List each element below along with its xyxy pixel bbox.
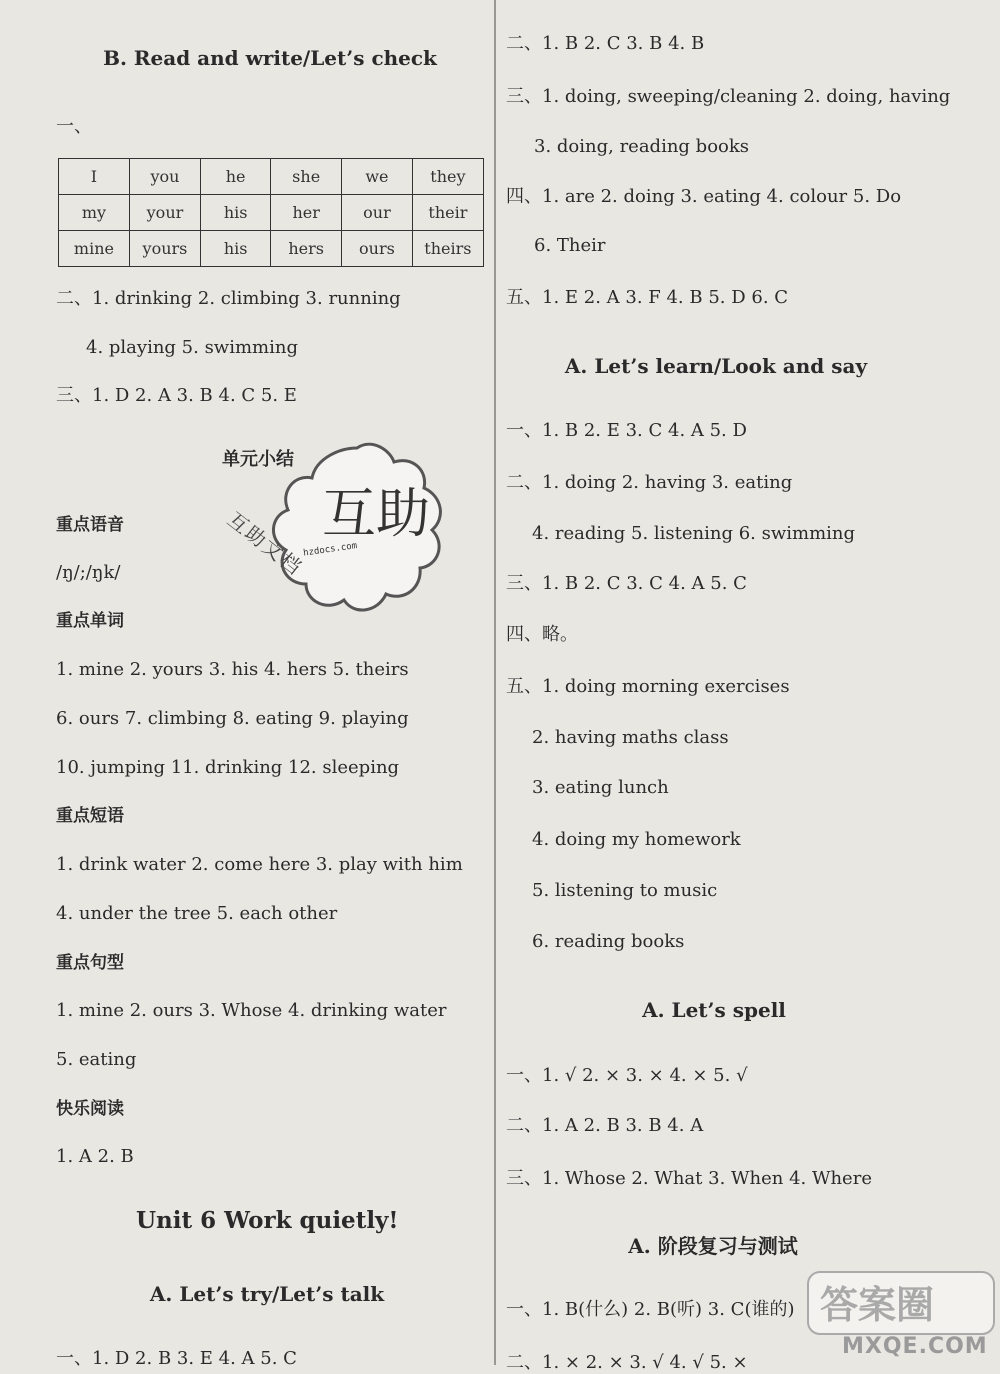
learn-q5-line6: 6. reading books: [532, 931, 685, 952]
table-cell: you: [129, 159, 200, 195]
stamp-sub-text: 互助文档: [223, 507, 308, 581]
spell-q3: 三、1. Whose 2. What 3. When 4. Where: [506, 1168, 872, 1189]
review-q2: 二、1. × 2. × 3. √ 4. √ 5. ×: [506, 1352, 748, 1373]
learn-q1: 一、1. B 2. E 3. C 4. A 5. D: [506, 420, 747, 441]
table-cell: his: [201, 231, 271, 267]
summary-title: 单元小结: [222, 449, 294, 470]
column-divider: [494, 0, 496, 1365]
right-q5: 五、1. E 2. A 3. F 4. B 5. D 6. C: [506, 287, 789, 308]
learn-q5-line4: 4. doing my homework: [532, 829, 741, 850]
words-line3: 10. jumping 11. drinking 12. sleeping: [56, 757, 400, 778]
table-cell: yours: [129, 231, 200, 267]
right-q2: 二、1. B 2. C 3. B 4. B: [506, 33, 705, 54]
q1-label: 一、: [56, 116, 92, 137]
q2-line2: 4. playing 5. swimming: [86, 337, 298, 358]
spell-q1: 一、1. √ 2. × 3. × 4. × 5. √: [506, 1065, 748, 1086]
review-q1: 一、1. B(什么) 2. B(听) 3. C(谁的): [506, 1299, 795, 1320]
phrases-title: 重点短语: [56, 806, 124, 826]
pron-title: 重点语音: [56, 515, 124, 535]
sentences-line2: 5. eating: [56, 1049, 137, 1070]
try-talk-title: A. Let’s try/Let’s talk: [149, 1282, 385, 1306]
reading-title: 快乐阅读: [56, 1099, 124, 1119]
learn-q2-line2: 4. reading 5. listening 6. swimming: [532, 523, 856, 544]
pron-value: /ŋ/;/ŋk/: [56, 562, 121, 583]
watermark-url: MXQE.COM: [842, 1334, 988, 1359]
q2-line1: 二、1. drinking 2. climbing 3. running: [56, 288, 401, 309]
table-cell: his: [201, 195, 271, 231]
learn-q5-line3: 3. eating lunch: [532, 777, 669, 798]
sentences-title: 重点句型: [56, 953, 124, 973]
table-cell: our: [342, 195, 413, 231]
right-q4-line2: 6. Their: [534, 235, 606, 256]
unit-title: Unit 6 Work quietly!: [136, 1207, 399, 1234]
watermark-icon-text: 答案圈: [820, 1283, 935, 1327]
table-cell: he: [201, 159, 271, 195]
learn-q3: 三、1. B 2. C 3. C 4. A 5. C: [506, 573, 747, 594]
table-row: [59, 159, 484, 195]
table-cell: she: [271, 159, 342, 195]
table-cell: their: [412, 195, 483, 231]
learn-q2-line1: 二、1. doing 2. having 3. eating: [506, 472, 793, 493]
spell-q2: 二、1. A 2. B 3. B 4. A: [506, 1115, 704, 1136]
section-b-title: B. Read and write/Let’s check: [103, 46, 437, 70]
pronoun-table: [58, 158, 484, 267]
stamp-main-text: 互助: [322, 482, 430, 545]
learn-q5-line5: 5. listening to music: [532, 880, 718, 901]
table-cell: your: [129, 195, 200, 231]
try-talk-line1: 一、1. D 2. B 3. E 4. A 5. C: [56, 1348, 297, 1369]
phrases-line1: 1. drink water 2. come here 3. play with him: [56, 854, 463, 875]
words-title: 重点单词: [56, 611, 124, 631]
right-q3-line1: 三、1. doing, sweeping/cleaning 2. doing, having: [506, 86, 951, 107]
learn-title: A. Let’s learn/Look and say: [564, 354, 868, 378]
table-cell: mine: [59, 231, 130, 267]
table-cell: hers: [271, 231, 342, 267]
q3-line1: 三、1. D 2. A 3. B 4. C 5. E: [56, 385, 297, 406]
learn-q5-line2: 2. having maths class: [532, 727, 729, 748]
spell-title: A. Let’s spell: [642, 998, 786, 1022]
table-cell: I: [59, 159, 130, 195]
stamp-seal-icon: [262, 440, 452, 615]
sentences-line1: 1. mine 2. ours 3. Whose 4. drinking water: [56, 1000, 447, 1021]
table-cell: her: [271, 195, 342, 231]
table-cell: they: [412, 159, 483, 195]
table-cell: ours: [342, 231, 413, 267]
table-cell: we: [342, 159, 413, 195]
right-q4-line1: 四、1. are 2. doing 3. eating 4. colour 5. Do: [506, 186, 902, 207]
right-q3-line2: 3. doing, reading books: [534, 136, 750, 157]
table-cell: theirs: [412, 231, 483, 267]
words-line1: 1. mine 2. yours 3. his 4. hers 5. theirs: [56, 659, 409, 680]
phrases-line2: 4. under the tree 5. each other: [56, 903, 338, 924]
table-row: [59, 195, 484, 231]
reading-line1: 1. A 2. B: [56, 1146, 134, 1167]
stamp-url-text: hzdocs.com: [302, 541, 358, 559]
table-row: [59, 231, 484, 267]
learn-q4: 四、略。: [506, 624, 578, 645]
review-title: A. 阶段复习与测试: [628, 1234, 798, 1258]
learn-q5-line1: 五、1. doing morning exercises: [506, 676, 790, 697]
table-cell: my: [59, 195, 130, 231]
words-line2: 6. ours 7. climbing 8. eating 9. playing: [56, 708, 409, 729]
